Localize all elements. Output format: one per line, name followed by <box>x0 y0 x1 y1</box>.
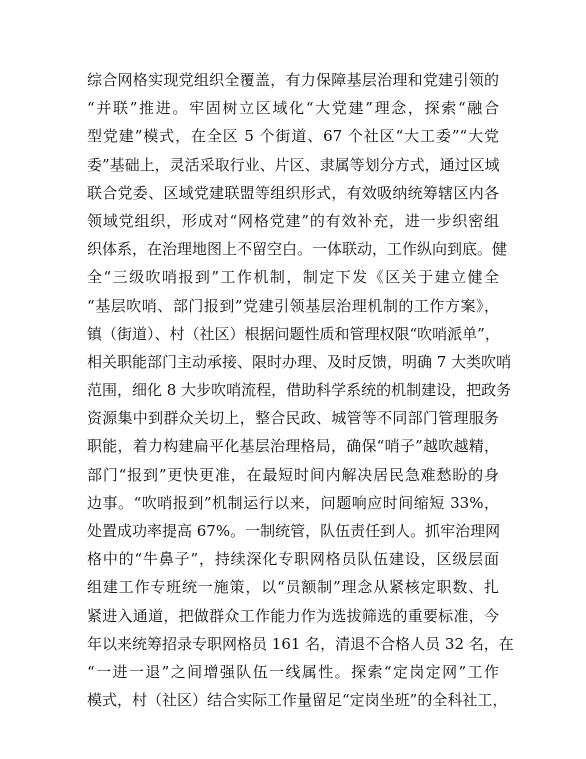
text-line: 职能，着力构建扁平化基层治理格局，确保“哨子”越吹越精， <box>87 437 499 456</box>
text-line: 格中的“牛鼻子”，持续深化专职网格员队伍建设，区级层面 <box>87 550 499 569</box>
text-line: 全“三级吹哨报到”工作机制，制定下发《区关于建立健全 <box>87 268 499 287</box>
text-line: 紧进入通道，把做群众工作能力作为选拔筛选的重要标准，今 <box>87 606 499 625</box>
text-line: 组建工作专班统一施策，以“员额制”理念从紧核定职数、扎 <box>87 578 499 597</box>
text-line: 处置成功率提高 67%。一制统管，队伍责任到人。抓牢治理网 <box>87 522 501 540</box>
text-line: 部门“报到”更快更准，在最短时间内解决居民急难愁盼的身 <box>87 465 499 484</box>
text-line: 镇（街道）、村（社区）根据问题性质和管理权限“吹哨派单”， <box>87 324 500 343</box>
text-line: “一进一退”之间增强队伍一线属性。探索“定岗定网”工作 <box>87 662 499 681</box>
text-line: 资源集中到群众关切上，整合民政、城管等不同部门管理服务 <box>87 409 499 428</box>
text-line: “并联”推进。牢固树立区域化“大党建”理念，探索“融合 <box>87 99 499 118</box>
text-line: “基层吹哨、部门报到”党建引领基层治理机制的工作方案》， <box>87 296 499 315</box>
text-line: 联合党委、区域党建联盟等组织形式，有效吸纳统筹辖区内各 <box>87 183 499 202</box>
text-line: 模式，村（社区）结合实际工作量留足“定岗坐班”的全科社工， <box>87 691 508 710</box>
text-line: 型党建”模式，在全区 5 个街道、67 个社区“大工委”“大党 <box>87 127 499 146</box>
text-line: 领域党组织，形成对“网格党建”的有效补充，进一步织密组 <box>87 211 499 230</box>
text-line: 边事。“吹哨报到”机制运行以来，问题响应时间缩短 33%， <box>87 493 499 512</box>
text-line: 范围，细化 8 大步吹哨流程，借助科学系统的机制建设，把政务 <box>87 381 512 400</box>
text-line: 年以来统筹招录专职网格员 161 名，清退不合格人员 32 名，在 <box>87 634 514 653</box>
text-line: 织体系，在治理地图上不留空白。一体联动，工作纵向到底。健 <box>87 240 508 259</box>
body-text <box>87 66 514 714</box>
text-line: 综合网格实现党组织全覆盖，有力保障基层治理和党建引领的 <box>87 71 499 89</box>
text-line: 委”基础上，灵活采取行业、片区、隶属等划分方式，通过区域 <box>87 155 500 174</box>
text-line: 相关职能部门主动承接、限时办理、及时反馈，明确 7 大类吹哨 <box>87 352 512 371</box>
